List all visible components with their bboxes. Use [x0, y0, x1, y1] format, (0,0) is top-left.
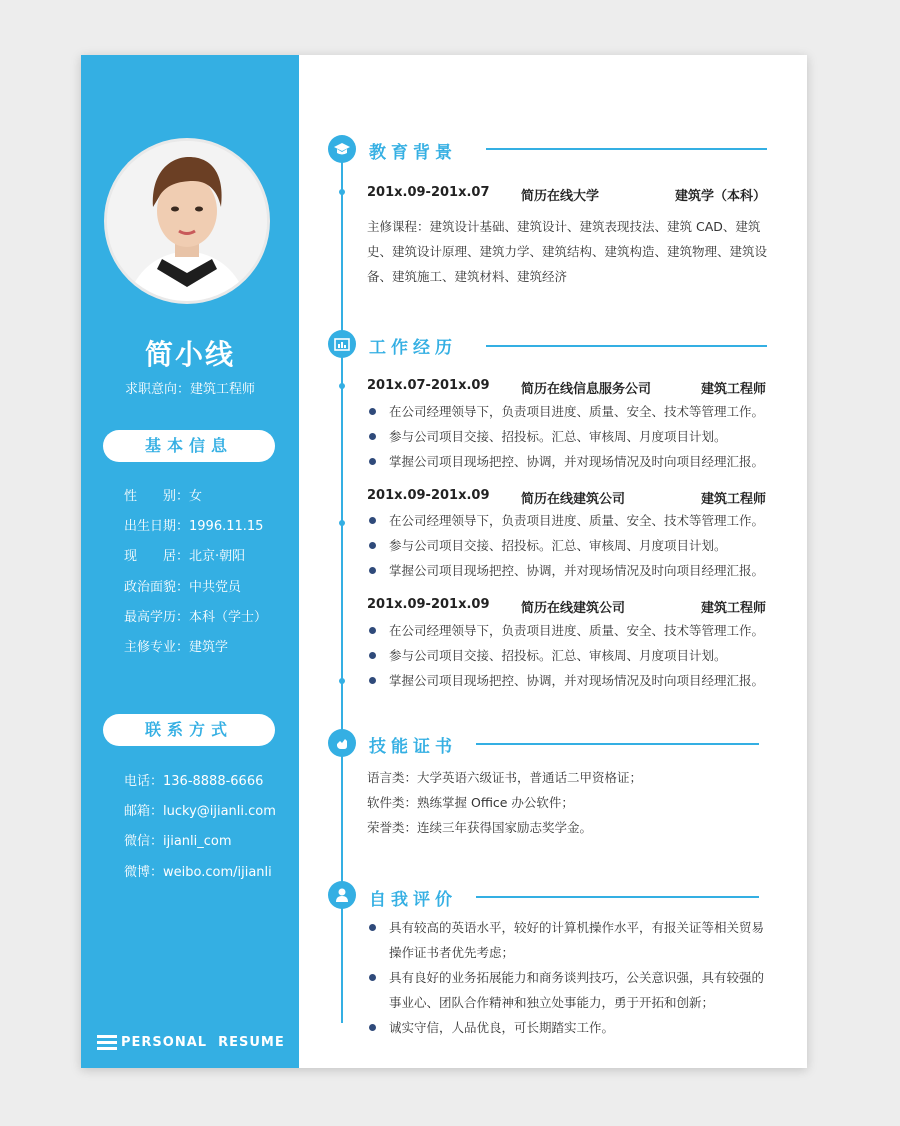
hand-icon [328, 729, 356, 757]
basic-info-heading: 基本信息 [103, 430, 275, 462]
education-major: 建筑学（本科） [675, 189, 767, 204]
self-eval-title: 自我评价 [369, 890, 457, 910]
contact-phone: 电话：136-8888-6666 [124, 774, 264, 789]
person-icon [328, 881, 356, 909]
duty-item: 在公司经理领导下，负责项目进度、质量、安全、技术等管理工作。 [369, 399, 764, 424]
work-title: 工作经历 [369, 338, 457, 358]
footer-brand [97, 1035, 285, 1050]
contact-heading: 联系方式 [103, 714, 275, 746]
eval-item: 诚实守信，人品优良，可长期踏实工作。 [369, 1015, 769, 1040]
skills-title: 技能证书 [369, 737, 457, 757]
job-role: 建筑工程师 [701, 492, 767, 507]
duty-item: 在公司经理领导下，负责项目进度、质量、安全、技术等管理工作。 [369, 508, 764, 533]
education-courses: 主修课程：建筑设计基础、建筑设计、建筑表现技法、建筑 CAD、建筑史、建筑设计原理、建筑力学、建筑结构、建筑构造、建筑物理、建筑设备、建筑施工、建筑材料、建筑经济 [367, 219, 768, 284]
job-role: 建筑工程师 [701, 382, 767, 397]
duty-item: 参与公司项目交接、招投标。汇总、审核周、月度项目计划。 [369, 643, 764, 668]
eval-item: 具有较高的英语水平，较好的计算机操作水平，有报关证等相关贸易操作证书者优先考虑； [369, 915, 769, 965]
education-school: 简历在线大学 [521, 189, 600, 204]
duty-item: 参与公司项目交接、招投标。汇总、审核周、月度项目计划。 [369, 424, 764, 449]
duty-item: 掌握公司项目现场把控、协调，并对现场情况及时向项目经理汇报。 [369, 449, 764, 474]
timeline-dot [339, 383, 345, 389]
info-major: 主修专业：建筑学 [124, 639, 229, 655]
duty-item: 在公司经理领导下，负责项目进度、质量、安全、技术等管理工作。 [369, 618, 764, 643]
duty-item: 掌握公司项目现场把控、协调，并对现场情况及时向项目经理汇报。 [369, 668, 764, 693]
job-role: 建筑工程师 [701, 601, 767, 616]
self-eval-list [369, 915, 769, 1040]
self-eval-rule [476, 896, 759, 898]
duty-item: 参与公司项目交接、招投标。汇总、审核周、月度项目计划。 [369, 533, 764, 558]
briefcase-chart-icon [328, 330, 356, 358]
job-company: 简历在线信息服务公司 [521, 382, 652, 397]
job-period: 201x.09-201x.09 [367, 488, 490, 503]
skills-list [367, 765, 781, 840]
job-intent: 求职意向：建筑工程师 [124, 382, 255, 397]
graduation-cap-icon [328, 135, 356, 163]
job-duties [369, 508, 764, 583]
info-birthdate: 出生日期：1996.11.15 [124, 519, 264, 535]
contact-email: 邮箱：lucky@ijianli.com [124, 804, 276, 820]
candidate-name: 简小线 [144, 338, 235, 371]
sidebar [81, 55, 299, 1068]
job-company: 简历在线建筑公司 [521, 492, 626, 507]
info-residence: 现 居：北京·朝阳 [124, 549, 246, 565]
education-title: 教育背景 [369, 143, 457, 163]
contact-weibo: 微博：weibo.com/ijianli [124, 864, 272, 880]
skills-rule [476, 743, 759, 745]
work-rule [486, 345, 767, 347]
footer-brand-text: PERSONAL RESUME [121, 1035, 285, 1050]
eval-item: 具有良好的业务拓展能力和商务谈判技巧，公关意识强，具有较强的事业心、团队合作精神和独立处事能力，勇于开拓和创新； [369, 965, 769, 1015]
avatar-photo [107, 141, 267, 301]
job-company: 简历在线建筑公司 [521, 601, 626, 616]
education-rule [486, 148, 767, 150]
timeline-dot [339, 520, 345, 526]
avatar [104, 138, 270, 304]
info-political: 政治面貌：中共党员 [124, 579, 242, 595]
duty-item: 掌握公司项目现场把控、协调，并对现场情况及时向项目经理汇报。 [369, 558, 764, 583]
skill-item: 软件类：熟练掌握 Office 办公软件； [367, 795, 574, 810]
job-period: 201x.07-201x.09 [367, 378, 490, 393]
job-duties [369, 399, 764, 474]
timeline-dot [339, 678, 345, 684]
contact-wechat: 微信：ijianli_com [124, 834, 232, 850]
job-period: 201x.09-201x.09 [367, 597, 490, 612]
skill-item: 荣誉类：连续三年获得国家励志奖学金。 [367, 820, 593, 835]
info-gender: 性 别：女 [124, 489, 203, 504]
menu-icon [97, 1035, 117, 1050]
job-duties [369, 618, 764, 693]
basic-info-list [124, 487, 267, 668]
education-period: 201x.09-201x.07 [367, 185, 490, 200]
contact-list [124, 772, 276, 893]
timeline-dot [339, 189, 345, 195]
skill-item: 语言类：大学英语六级证书，普通话二甲资格证； [367, 770, 643, 785]
info-education: 最高学历：本科（学士） [124, 609, 268, 625]
